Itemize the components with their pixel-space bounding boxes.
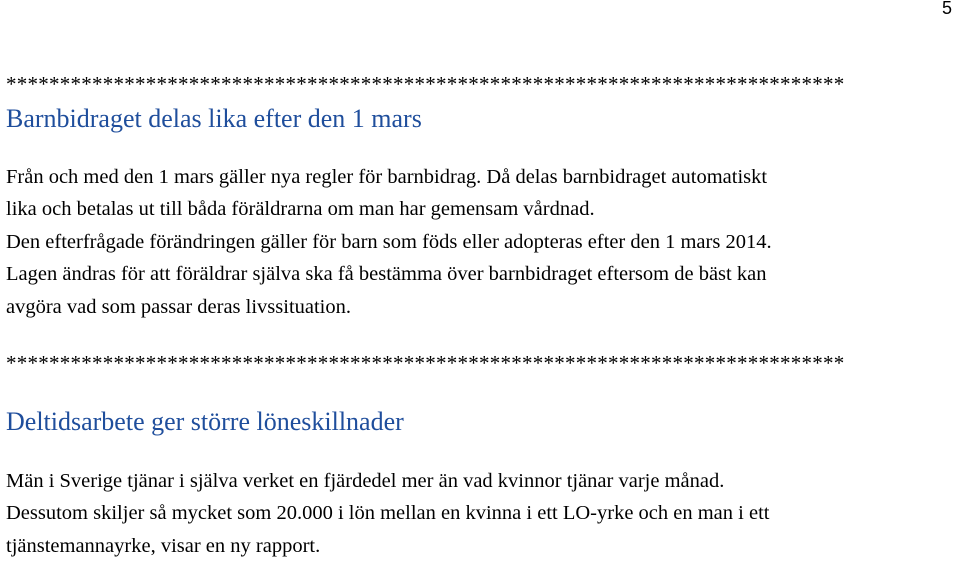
body-line: Män i Sverige tjänar i själva verket en fjärdedel mer än vad kvinnor tjänar varje månad. [6,470,725,492]
body-line: tjänstemannayrke, visar en ny rapport. [6,534,321,557]
separator-middle: ****************************************************************************** [6,351,845,375]
article-title-deltidsarbete: Deltidsarbete ger större löneskillnader [6,407,404,436]
page-number: 5 [941,0,952,18]
body-line: Den efterfrågade förändringen gäller för barn som föds eller adopteras efter den 1 mars 2014. [6,230,772,253]
separator-top: ****************************************************************************** [6,72,845,96]
body-line: avgöra vad som passar deras livssituation. [6,295,352,318]
body-line: Dessutom skiljer så mycket som 20.000 i lön mellan en kvinna i ett LO-yrke och en man i ett [6,502,770,525]
article-body-deltidsarbete [6,465,956,562]
body-line: lika och betalas ut till båda föräldrarna om man har gemensam vårdnad. [6,198,595,221]
article-title-barnbidraget: Barnbidraget delas lika efter den 1 mars [6,104,422,133]
body-line: Från och med den 1 mars gäller nya regler för barnbidrag. Då delas barnbidraget automatiskt [6,166,768,188]
body-line: Lagen ändras för att föräldrar själva ska få bestämma över barnbidraget eftersom de bäst kan [6,263,767,286]
article-body-barnbidraget [6,161,956,323]
